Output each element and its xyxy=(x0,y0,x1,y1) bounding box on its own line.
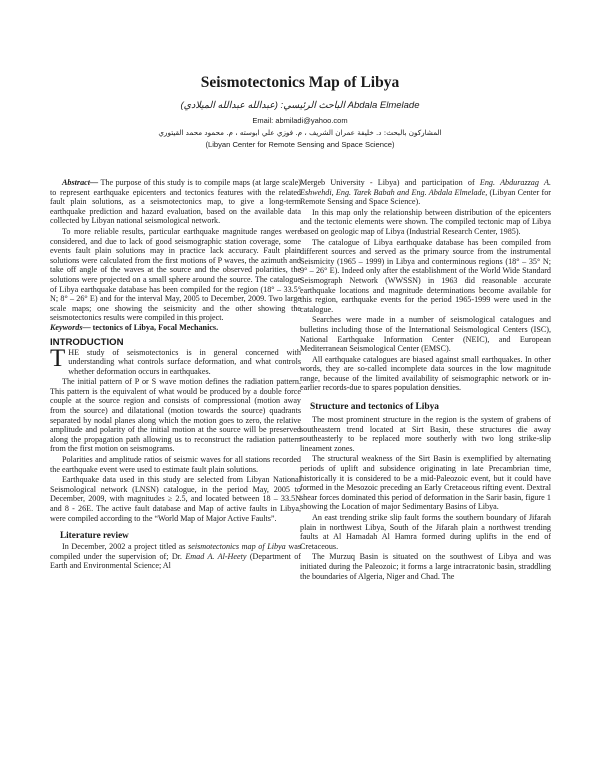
intro-paragraph-4: Earthquake data used in this study are selected from Libyan National Seismological network (LNSN) catalogue, in the period May, 2005 to December, 2009, with magnitudes ≥ 2.5, and located between 18 – 33.5N and 8 - 26E. The active fault database and Map of active faults in Libya, were compiled according to the “World Map of Major Active Faults”. xyxy=(50,475,301,523)
paper-title: Seismotectonics Map of Libya xyxy=(200,74,400,91)
literature-continued xyxy=(300,178,551,207)
lit-italic-name: Emad A. Al-Heety xyxy=(185,551,247,561)
author-name: Abdala Elmelade xyxy=(347,100,420,111)
literature-paragraph-3: The catalogue of Libya earthquake database has been compiled from different sources and served as the primary source from the instrumental Seismicity (1965 – 1999) in Libya and conterminous regions (18° – 35° N; 9° – 26° E). Indeed only after the establishment of the World Wide Standard Seismograph Network (WWSSN) in 1963 did reasonable accurate earthquake locations and magnitude determinations become available for this region, earthquake events for the period 1965-1999 were used in the catalogue. xyxy=(300,237,551,314)
lit-italic-title: seismotectonics map of Libya xyxy=(188,542,286,552)
drop-cap: T xyxy=(50,344,66,372)
left-column xyxy=(50,178,301,571)
abstract-text: The purpose of this study is to compile maps (at large scale) to represent earthquake epicenters and tectonics features with the related fault plain solutions, as a seismotectonics map, to give a long-term earthquake prediction and hazard evaluation, based on the available data collected by Libyan national seismological network. xyxy=(50,178,301,226)
literature-paragraph-5: All earthquake catalogues are biased against small earthquakes. In other words, they are so-called incomplete data sources in the low magnitude range, because of the limited availability of seismographic network or in-earlier records-due to spares population densities. xyxy=(300,354,551,393)
intro-text-1: HE study of seismotectonics is in general concerned with understanding what controls surface deformation, and what controls whether deformation occurs in earthquakes. xyxy=(68,347,301,376)
lit-cont-a: Mergeb University - Libya) and participation of xyxy=(300,178,480,187)
lit-text-c: (Department of Earth and Environmental Science; Al xyxy=(50,551,302,571)
heading-introduction: INTRODUCTION xyxy=(50,336,124,348)
keywords-text: — tectonics of Libya, Focal Mechanics. xyxy=(82,322,219,332)
lit-text-a: In December, 2002 a project titled as xyxy=(62,542,189,552)
lit-cont-italic: Eng. Abdurazzag A. Eshwehdi, Eng. Tarek Babah and Eng. Abdala Elmelade xyxy=(300,178,551,197)
coauthors-arabic: المشاركون بالبحث: د. خليفة عمران الشريف ، م. فوزي علي ابوسته ، م. محمود محمد القيتوري xyxy=(158,128,442,137)
abstract-label: Abstract— xyxy=(62,178,99,187)
keywords xyxy=(50,323,301,333)
heading-literature-review: Literature review xyxy=(60,530,129,541)
right-column xyxy=(300,178,551,581)
structure-paragraph-2: The structural weakness of the Sirt Basin is exemplified by alternating periods of uplift and subsidence originating in late Precambrian time, historically it is considered to be a mid-Paleozoic event, but it could have formed in the Mesozoic preceding an Early Cretaceous rifting event. Dextral shear forces dominated this period of deformation in the Sarir basin, figure 1 showing the Location of major Sedimentary Basins of Libya. xyxy=(300,454,551,512)
structure-paragraph-1: The most prominent structure in the region is the system of grabens of southeastern trend located at Sirt Basin, these structures die away southeasterly to be replaced more southerly with two long strike-slip lineament zones. xyxy=(300,415,551,453)
affiliation: (Libyan Center for Remote Sensing and Space Science) xyxy=(205,140,395,149)
author-line xyxy=(40,100,560,111)
intro-paragraph-3: Polarities and amplitude ratios of seismic waves for all stations recorded the earthquake event were used to estimate fault plain solutions. xyxy=(50,455,301,474)
structure-paragraph-3: An east trending strike slip fault forms the southern boundary of Jifarah plain in northwest Libya, South of the Jifarah plain a northwest trending faults at Al Hamadah Al Hamra formed during uplifts in the end of Cretaceous. xyxy=(300,513,551,551)
intro-paragraph-1 xyxy=(50,344,301,377)
author-email: Email: abmiladi@yahoo.com xyxy=(252,116,348,125)
abstract-paragraph xyxy=(50,178,301,226)
abstract-paragraph-2: To more reliable results, particular earthquake magnitude ranges were considered, and due to lack of good seismographic station coverage, some events fault plain solutions may in practice lack accuracy. Fault plain solutions were calculated from the first motions of P waves, the azimuth and take off angle of the waves at the source and the observed polarities, the solutions were projected on a small sphere around the source. The catalogue of Libya earthquake database has been compiled for the region (18° – 33.5° N; 8° – 26° E) and for the interval May, 2005 to December, 2009. Two large scale maps; one showing the seismicity and the other showing the seismotectonics results were compiled in this project. xyxy=(50,226,301,323)
lit-text-b: was compiled under the supervision of; Dr. xyxy=(50,542,301,561)
keywords-label: Keywords xyxy=(50,322,83,332)
literature-paragraph-4: Searches were made in a number of seismological catalogues and bulletins including those of the International Seismological Centers (ISC), National Earthquake Information Center (NEIC), and European Mediterranean Seismological Center (EMSC). xyxy=(300,315,551,354)
literature-paragraph xyxy=(50,542,301,571)
heading-structure-tectonics: Structure and tectonics of Libya xyxy=(310,402,439,413)
lit-cont-b: , (Libyan Center for Remote Sensing and Space Science). xyxy=(300,187,551,207)
intro-paragraph-2: The initial pattern of P or S wave motion defines the radiation pattern. This pattern is the equivalent of what would be produced by a double force couple at the source region and consists of compressional (motion away from the source) and dilatational (motion towards the source) quadrants separated by nodal planes along which the motion goes to zero, the relative amplitude and polarity of the initial motion at the source will be preserved along the propagation path allowing us to reconstruct the radiation pattern from the first motion on seismograms. xyxy=(50,377,301,454)
structure-paragraph-4: The Murzuq Basin is situated on the southwest of Libya and was initiated during the Paleozoic; it forms a large intracratonic basin, straddling the boundaries of Algeria, Niger and Chad. The xyxy=(300,552,551,581)
author-arabic: الباحث الرئيسي: (عبدالله عبدالله الميلادي) xyxy=(180,100,346,111)
paper-header xyxy=(40,74,560,149)
literature-paragraph-2: In this map only the relationship between distribution of the epicenters and the tectonic elements were shown. The compiled tectonic map of Libya based on geologic map of Libya (Industrial Research Center, 1985). xyxy=(300,207,551,236)
